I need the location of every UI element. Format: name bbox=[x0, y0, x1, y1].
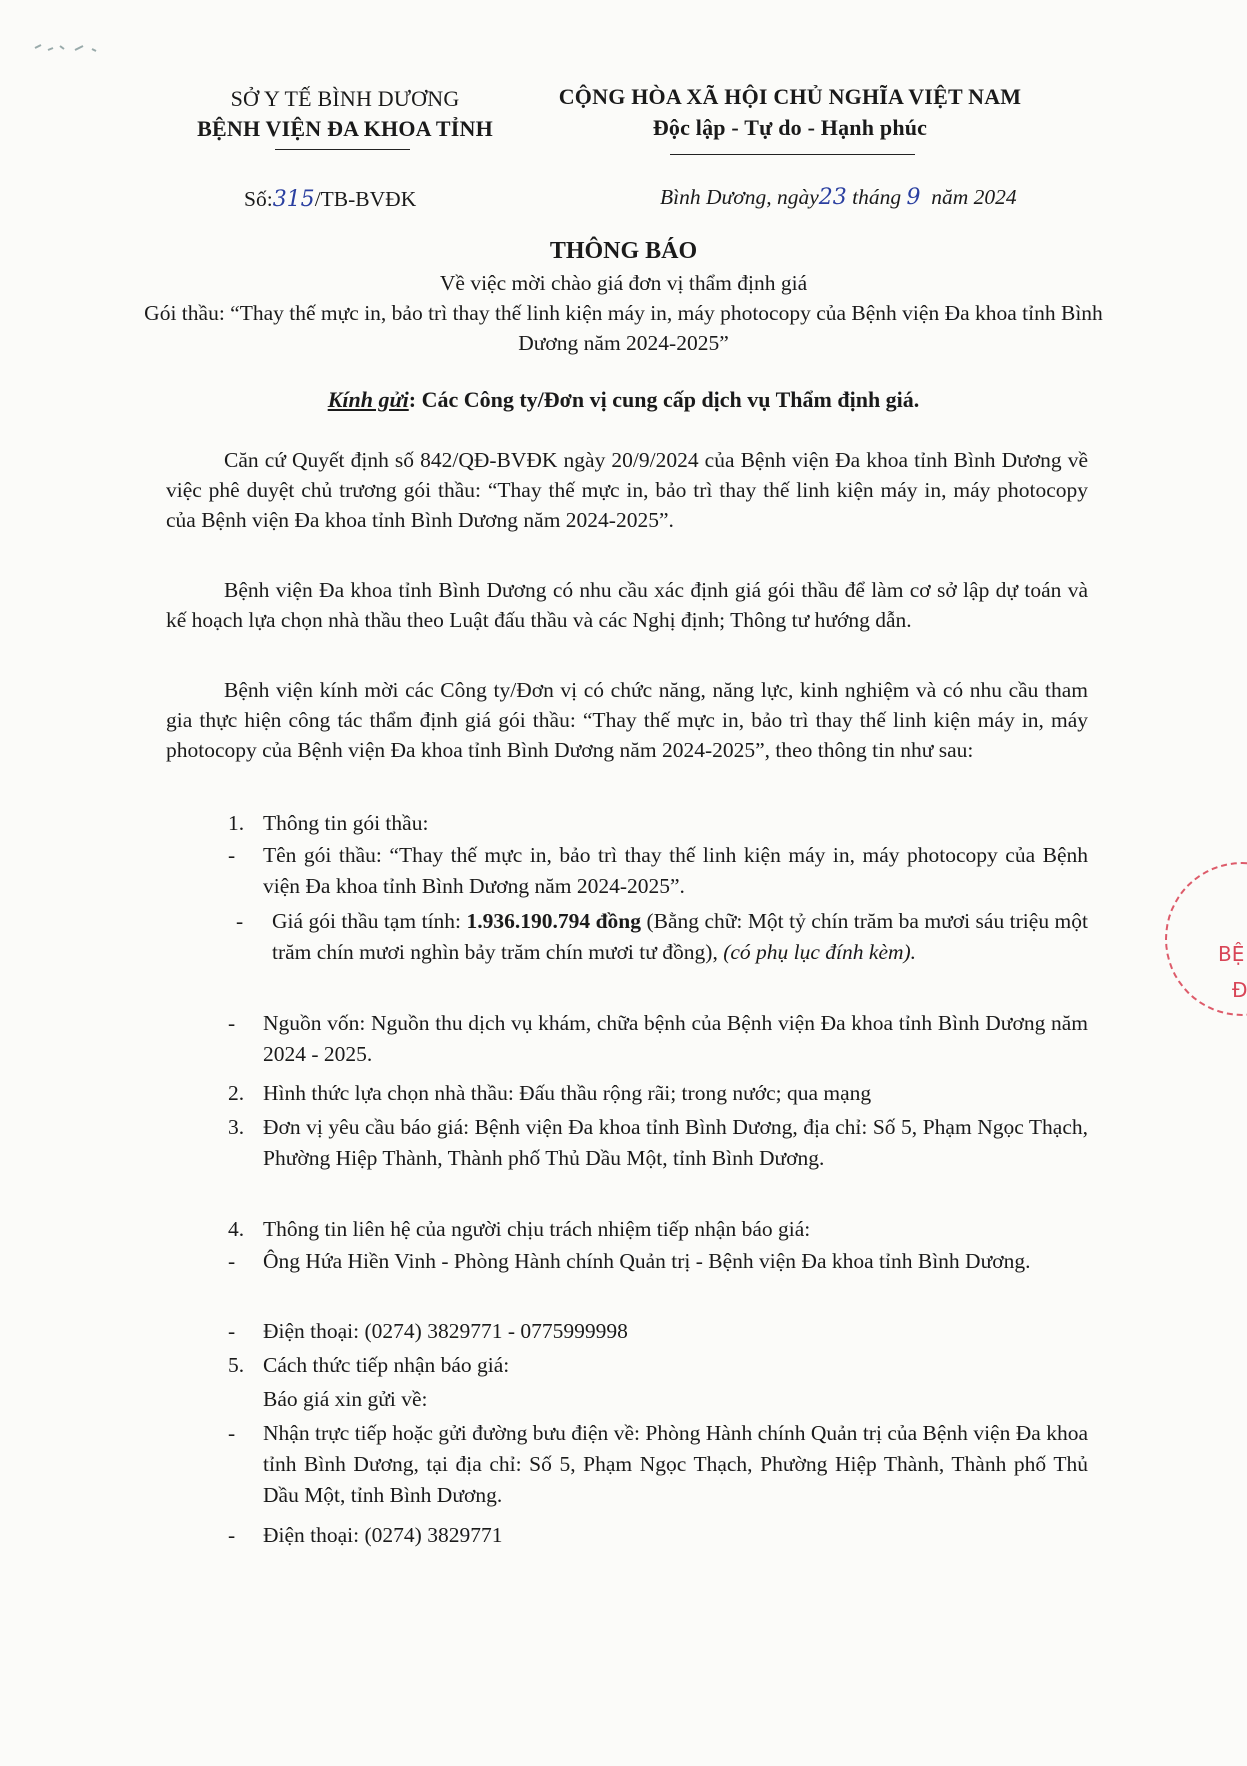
section-5-heading: Cách thức tiếp nhận báo giá: bbox=[263, 1353, 510, 1377]
date-year: năm 2024 bbox=[931, 185, 1017, 209]
agency-name: SỞ Y TẾ BÌNH DƯƠNG bbox=[230, 86, 460, 111]
bullet-package-name: - bbox=[228, 843, 236, 867]
left-header-rule bbox=[275, 149, 410, 150]
funding-source: Nguồn vốn: Nguồn thu dịch vụ khám, chữa bệnh của Bệnh viện Đa khoa tỉnh Bình Dương năm 2024 - 2025. bbox=[263, 1011, 1088, 1066]
bullet-contact-phone: - bbox=[228, 1319, 236, 1343]
package-name: Tên gói thầu: “Thay thế mực in, bảo trì thay thế linh kiện máy in, máy photocopy của Bệnh viện Đa khoa tỉnh Bình Dương năm 2024-2025”. bbox=[263, 843, 1088, 898]
greeting bbox=[0, 385, 1247, 415]
price-label: Giá gói thầu tạm tính: bbox=[272, 909, 467, 933]
package-price bbox=[272, 906, 1088, 968]
national-title: CỘNG HÒA XÃ HỘI CHỦ NGHĨA VIỆT NAM bbox=[558, 84, 1022, 109]
contact-phone: Điện thoại: (0274) 3829771 - 0775999998 bbox=[263, 1319, 628, 1343]
section-4-heading: Thông tin liên hệ của người chịu trách nhiệm tiếp nhận báo giá: bbox=[263, 1217, 811, 1241]
number-prefix: Số: bbox=[244, 187, 273, 211]
greeting-label: Kính gửi bbox=[327, 387, 409, 412]
stamp-text-1: BỆ bbox=[1218, 942, 1245, 966]
section-5-intro: Báo giá xin gửi về: bbox=[263, 1387, 428, 1411]
delivery-phone: Điện thoại: (0274) 3829771 bbox=[263, 1523, 503, 1547]
document-title: THÔNG BÁO bbox=[549, 238, 698, 264]
price-amount: 1.936.190.794 đồng bbox=[466, 909, 641, 933]
title-package-line1: Gói thầu: “Thay thế mực in, bảo trì thay thế linh kiện máy in, máy photocopy của Bệnh viện Đa khoa tỉnh Bình bbox=[144, 301, 1103, 325]
number-suffix: /TB-BVĐK bbox=[314, 187, 417, 211]
section-2-number: 2. bbox=[228, 1081, 245, 1105]
date-month-label: tháng bbox=[852, 185, 902, 209]
stamp-text-2: Đ bbox=[1232, 978, 1247, 1002]
section-2-text: Hình thức lựa chọn nhà thầu: Đấu thầu rộng rãi; trong nước; qua mạng bbox=[263, 1081, 872, 1105]
document-date bbox=[660, 182, 1017, 213]
handwritten-day: 23 bbox=[818, 185, 847, 210]
contact-person: Ông Hứa Hiền Vinh - Phòng Hành chính Quản trị - Bệnh viện Đa khoa tỉnh Bình Dương. bbox=[263, 1249, 1031, 1273]
hospital-name: BỆNH VIỆN ĐA KHOA TỈNH bbox=[197, 116, 493, 141]
section-1-heading: Thông tin gói thầu: bbox=[263, 811, 429, 835]
section-4-number: 4. bbox=[228, 1217, 245, 1241]
handwritten-month: 9 bbox=[906, 185, 921, 210]
bullet-contact-person: - bbox=[228, 1249, 236, 1273]
bullet-delivery: - bbox=[228, 1421, 236, 1445]
document-number bbox=[244, 184, 416, 215]
section-3-text: Đơn vị yêu cầu báo giá: Bệnh viện Đa khoa tỉnh Bình Dương, địa chỉ: Số 5, Phạm Ngọc Thạch, Phường Hiệp Thành, Thành phố Thủ Dầu Một, tỉnh Bình Dương. bbox=[263, 1115, 1088, 1170]
section-3-number: 3. bbox=[228, 1115, 245, 1139]
title-package-line2: Dương năm 2024-2025” bbox=[518, 331, 729, 355]
greeting-text: : Các Công ty/Đơn vị cung cấp dịch vụ Thẩm định giá. bbox=[408, 387, 920, 412]
section-5-number: 5. bbox=[228, 1353, 245, 1377]
handwritten-number: 315 bbox=[272, 187, 315, 212]
delivery-address: Nhận trực tiếp hoặc gửi đường bưu điện về: Phòng Hành chính Quản trị của Bệnh viện Đa khoa tỉnh Bình Dương, tại địa chỉ: Số 5, Phạm Ngọc Thạch, Phường Hiệp Thành, Thành phố Thủ Dầu Một, tỉnh Bình Dương. bbox=[263, 1421, 1088, 1507]
paragraph-need: Bệnh viện Đa khoa tỉnh Bình Dương có nhu cầu xác định giá gói thầu để làm cơ sở lập dự toán và kế hoạch lựa chọn nhà thầu theo Luật đấu thầu và các Nghị định; Thông tư hướng dẫn. bbox=[166, 578, 1088, 632]
paragraph-basis: Căn cứ Quyết định số 842/QĐ-BVĐK ngày 20/9/2024 của Bệnh viện Đa khoa tỉnh Bình Dương về việc phê duyệt chủ trương gói thầu: “Thay thế mực in, bảo trì thay thế linh kiện máy in, máy photocopy của Bệnh viện Đa khoa tỉnh Bình Dương năm 2024-2025”. bbox=[166, 448, 1088, 532]
bullet-package-price: - bbox=[236, 909, 244, 933]
scan-speck-mark bbox=[30, 38, 120, 60]
bullet-delivery-phone: - bbox=[228, 1523, 236, 1547]
date-prefix: Bình Dương, ngày bbox=[660, 185, 819, 209]
price-note: (có phụ lục đính kèm). bbox=[723, 940, 917, 964]
right-header-rule bbox=[670, 154, 915, 155]
section-1-number: 1. bbox=[228, 811, 245, 835]
price-in-words: (Bằng chữ: Một tỷ chín trăm ba mươi sáu triệu một trăm chín mươi nghìn bảy trăm chín mươi tư đồng), bbox=[272, 909, 1088, 964]
bullet-funding: - bbox=[228, 1011, 236, 1035]
national-motto: Độc lập - Tự do - Hạnh phúc bbox=[652, 115, 928, 140]
title-subject: Về việc mời chào giá đơn vị thẩm định giá bbox=[439, 271, 808, 295]
paragraph-invitation: Bệnh viện kính mời các Công ty/Đơn vị có chức năng, năng lực, kinh nghiệm và có nhu cầu tham gia thực hiện công tác thẩm định giá gói thầu: “Thay thế mực in, bảo trì thay thế linh kiện máy in, máy photocopy của Bệnh viện Đa khoa tỉnh Bình Dương năm 2024-2025”, theo thông tin như sau: bbox=[166, 678, 1088, 762]
